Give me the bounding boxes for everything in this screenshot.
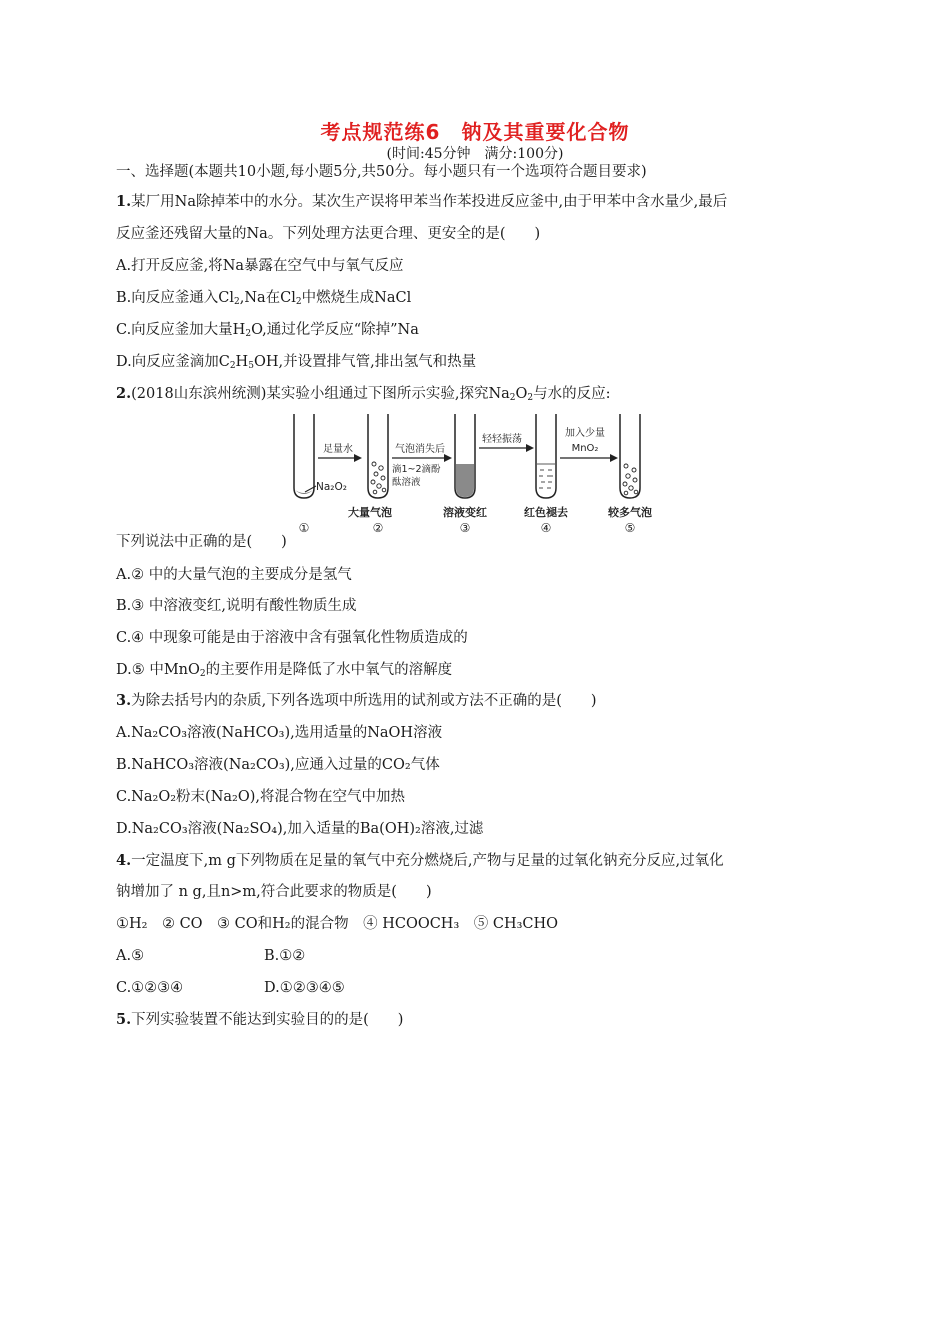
tube-number-1: ① (298, 521, 310, 534)
arrow-3-label: 轻轻振荡 (482, 434, 522, 445)
question-1-option-b: B.向反应釜通入$Cl_2,Na$在$Cl_2$中燃烧生成NaCl (116, 290, 412, 307)
question-number: 4. (116, 852, 132, 869)
tube-number-5: ⑤ (624, 521, 636, 534)
question-1-stem-line2: 反应釜还残留大量的Na。下列处理方法更合理、更安全的是( ) (116, 226, 541, 242)
question-3-option-d: D.Na₂CO₃溶液(Na₂SO₄),加入适量的Ba(OH)₂溶液,过滤 (116, 821, 484, 837)
test-tube-1 (294, 414, 314, 498)
arrow-1-head (354, 454, 362, 462)
question-4-option-d: D.①②③④⑤ (264, 980, 345, 996)
question-1-option-a: A.打开反应釜,将Na暴露在空气中与氧气反应 (116, 258, 404, 274)
label-4: 红色褪去 (524, 506, 568, 519)
question-4-option-b: B.①② (264, 948, 306, 964)
question-4-stem-line1: 4.一定温度下,m g下列物质在足量的氧气中充分燃烧后,产物与足量的过氧化钠充分反应,过氧化 (116, 852, 724, 869)
question-3-stem: 3.为除去括号内的杂质,下列各选项中所选用的试剂或方法不正确的是( ) (116, 692, 597, 709)
question-4-option-a: A.⑤ (116, 948, 145, 964)
arrow-2-bottom-1: 滴1~2滴酚 (392, 464, 441, 475)
experiment-figure (280, 406, 670, 534)
arrow-4-bottom: MnO₂ (571, 443, 599, 454)
page-title: 考点规范练6 钠及其重要化合物 (320, 120, 630, 144)
question-number: 1. (116, 193, 132, 210)
question-4-option-c: C.①②③④ (116, 980, 184, 996)
arrow-1-label: 足量水 (323, 444, 353, 455)
bubbles-2 (371, 462, 386, 494)
label-5: 较多气泡 (608, 506, 652, 519)
exam-info: (时间:45分钟 满分:100分) (386, 146, 564, 162)
na2o2-sample (295, 490, 313, 494)
question-1-stem-line1: 1.某厂用Na除掉苯中的水分。某次生产误将甲苯当作苯投进反应釜中,由于甲苯中含水量少,最后 (116, 193, 728, 210)
question-number: 3. (116, 692, 132, 709)
question-2-option-a: A.② 中的大量气泡的主要成分是氢气 (116, 567, 352, 583)
question-2-option-b: B.③ 中溶液变红,说明有酸性物质生成 (116, 598, 357, 614)
label-3: 溶液变红 (443, 506, 487, 519)
arrow-4-head (610, 454, 618, 462)
label-2: 大量气泡 (348, 506, 392, 519)
tube-number-4: ④ (540, 521, 552, 534)
question-2-option-c: C.④ 中现象可能是由于溶液中含有强氧化性物质造成的 (116, 630, 468, 646)
arrow-2-bottom-2: 酞溶液 (392, 477, 421, 488)
question-4-items: ①H₂ ② CO ③ CO和H₂的混合物 ④ HCOOCH₃ ⑤ CH₃CHO (116, 916, 559, 932)
question-2-stem: 2.(2018山东滨州统测)某实验小组通过下图所示实验,探究$Na_2O_2$与水的反应: (116, 385, 611, 403)
section-heading: 一、选择题(本题共10小题,每小题5分,共50分。每小题只有一个选项符合题目要求) (116, 164, 647, 180)
question-1-option-c: C.向反应釜加大量$H_2O$,通过化学反应“除掉”Na (116, 322, 419, 339)
arrow-3-head (526, 444, 534, 452)
arrow-4-top: 加入少量 (565, 428, 605, 439)
arrow-2-top: 气泡消失后 (395, 444, 445, 455)
na2o2-label: Na₂O₂ (316, 481, 347, 493)
question-3-option-c: C.Na₂O₂粉末(Na₂O),将混合物在空气中加热 (116, 789, 405, 805)
question-number: 2. (116, 385, 132, 402)
test-tube-4 (536, 414, 556, 498)
question-3-option-a: A.Na₂CO₃溶液(NaHCO₃),选用适量的NaOH溶液 (116, 725, 443, 741)
question-3-option-b: B.NaHCO₃溶液(Na₂CO₃),应通入过量的CO₂气体 (116, 757, 440, 773)
arrow-2-head (444, 454, 452, 462)
test-tube-2 (368, 414, 388, 498)
bubbles-5 (623, 464, 638, 495)
question-4-stem-line2: 钠增加了 n g,且n>m,符合此要求的物质是( ) (116, 884, 432, 900)
tube-number-2: ② (372, 521, 384, 534)
red-solution (456, 464, 474, 497)
tube-number-3: ③ (459, 521, 471, 534)
question-number: 5. (116, 1011, 132, 1028)
question-1-option-d: D.向反应釜滴加$C_2H_5OH$,并设置排气管,排出氢气和热量 (116, 354, 477, 371)
faded-solution (537, 464, 555, 488)
question-5-stem: 5.下列实验装置不能达到实验目的的是( ) (116, 1011, 404, 1028)
question-2-option-d: D.⑤ 中MnO$_2$的主要作用是降低了水中氧气的溶解度 (116, 662, 453, 679)
question-2-question: 下列说法中正确的是( ) (116, 534, 287, 550)
